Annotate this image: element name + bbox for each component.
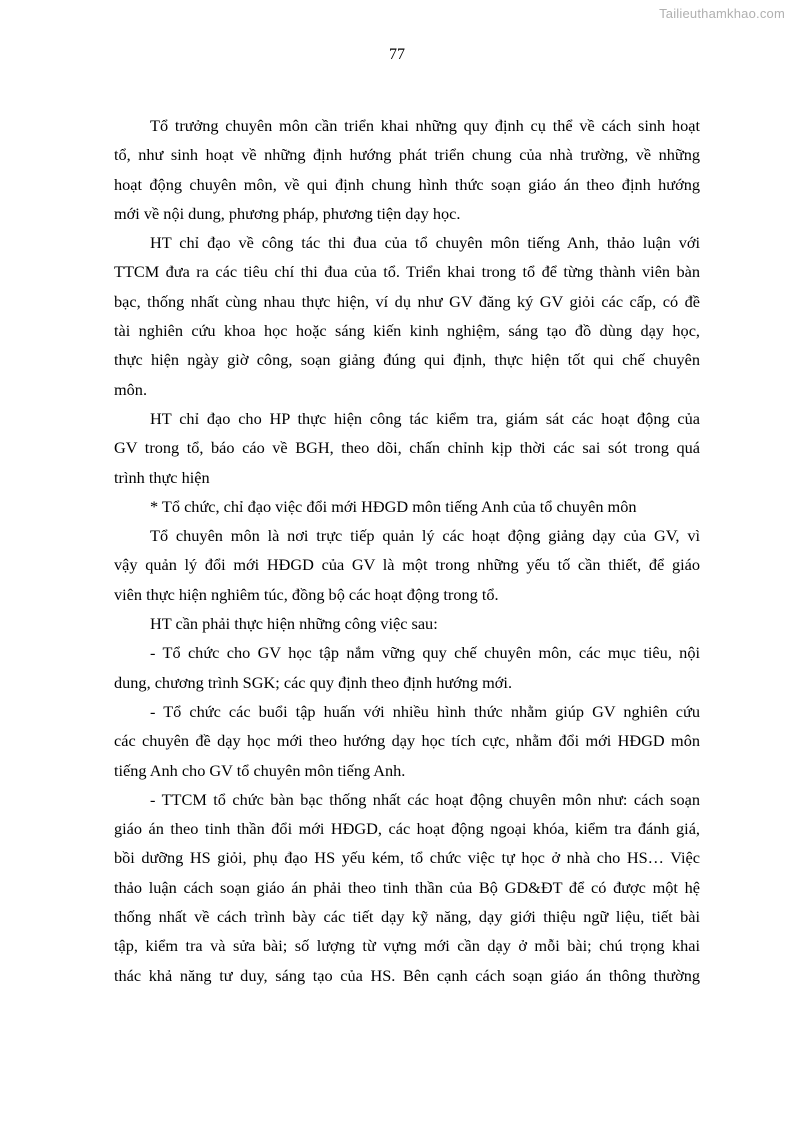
text-line: tài nghiên cứu khoa học hoặc sáng kiến kinh nghiệm, sáng tạo đồ dùng dạy học, — [114, 321, 700, 341]
text-line: tổ, như sinh hoạt về những định hướng phát triển chung của nhà trường, về những — [114, 145, 700, 165]
text-line: mới về nội dung, phương pháp, phương tiện dạy học. — [114, 203, 461, 223]
text-line: môn. — [114, 379, 148, 399]
text-line: bạc, thống nhất cùng nhau thực hiện, ví dụ như GV đăng ký GV giỏi các cấp, có đề — [114, 291, 700, 311]
text-line: Tổ chuyên môn là nơi trực tiếp quản lý các hoạt động giảng dạy của GV, vì — [150, 526, 700, 546]
text-line: hoạt động chuyên môn, về qui định chung hình thức soạn giáo án theo định hướng — [114, 174, 700, 194]
text-line: dung, chương trình SGK; các quy định theo định hướng mới. — [114, 672, 513, 692]
text-line: GV trong tổ, báo cáo về BGH, theo dõi, chấn chỉnh kịp thời các sai sót trong quá — [114, 438, 700, 458]
text-line: thực hiện ngày giờ công, soạn giảng đúng qui định, thực hiện tốt qui chế chuyên — [114, 350, 700, 370]
text-line: thảo luận cách soạn giáo án phải theo tinh thần của Bộ GD&ĐT để có được một hệ — [114, 877, 700, 897]
text-line: TTCM đưa ra các tiêu chí thi đua của tổ. Triển khai trong tổ để từng thành viên bàn — [114, 262, 700, 282]
text-line: bồi dưỡng HS giỏi, phụ đạo HS yếu kém, tổ chức việc tự học ở nhà cho HS… Việc — [114, 848, 700, 868]
text-line: tiếng Anh cho GV tổ chuyên môn tiếng Anh. — [114, 760, 406, 780]
text-line: - Tổ chức các buổi tập huấn với nhiều hình thức nhằm giúp GV nghiên cứu — [150, 701, 700, 721]
text-line: * Tổ chức, chỉ đạo việc đổi mới HĐGD môn tiếng Anh của tổ chuyên môn — [150, 496, 637, 516]
text-line: viên thực hiện nghiêm túc, đồng bộ các hoạt động trong tổ. — [114, 584, 499, 604]
text-line: các chuyên đề dạy học mới theo hướng dạy học tích cực, nhằm đổi mới HĐGD môn — [114, 731, 700, 751]
document-body — [114, 111, 700, 990]
text-line: HT chỉ đạo cho HP thực hiện công tác kiểm tra, giám sát các hoạt động của — [150, 408, 700, 428]
text-line: - TTCM tổ chức bàn bạc thống nhất các hoạt động chuyên môn như: cách soạn — [150, 789, 700, 809]
text-line: thác khả năng tư duy, sáng tạo của HS. Bên cạnh cách soạn giáo án thông thường — [114, 965, 700, 985]
watermark: Tailieuthamkhao.com — [659, 6, 785, 21]
text-line: vậy quản lý đổi mới HĐGD của GV là một trong những yếu tố cần thiết, để giáo — [114, 555, 700, 575]
text-line: trình thực hiện — [114, 467, 210, 487]
text-line: thống nhất về cách trình bày các tiết dạy kỹ năng, dạy giới thiệu ngữ liệu, tiết bài — [114, 907, 700, 927]
text-line: HT cần phải thực hiện những công việc sau: — [150, 614, 438, 634]
text-line: Tổ trưởng chuyên môn cần triển khai những quy định cụ thể về cách sinh hoạt — [150, 116, 700, 135]
text-line: HT chỉ đạo về công tác thi đua của tổ chuyên môn tiếng Anh, thảo luận với — [150, 233, 700, 253]
text-line: - Tổ chức cho GV học tập nắm vững quy chế chuyên môn, các mục tiêu, nội — [150, 643, 700, 663]
text-line: tập, kiểm tra và sửa bài; số lượng từ vựng mới cần dạy ở mỗi bài; chú trọng khai — [114, 936, 700, 956]
text-line: giáo án theo tinh thần đổi mới HĐGD, các hoạt động ngoại khóa, kiểm tra đánh giá, — [114, 819, 700, 839]
page-number: 77 — [389, 46, 405, 63]
